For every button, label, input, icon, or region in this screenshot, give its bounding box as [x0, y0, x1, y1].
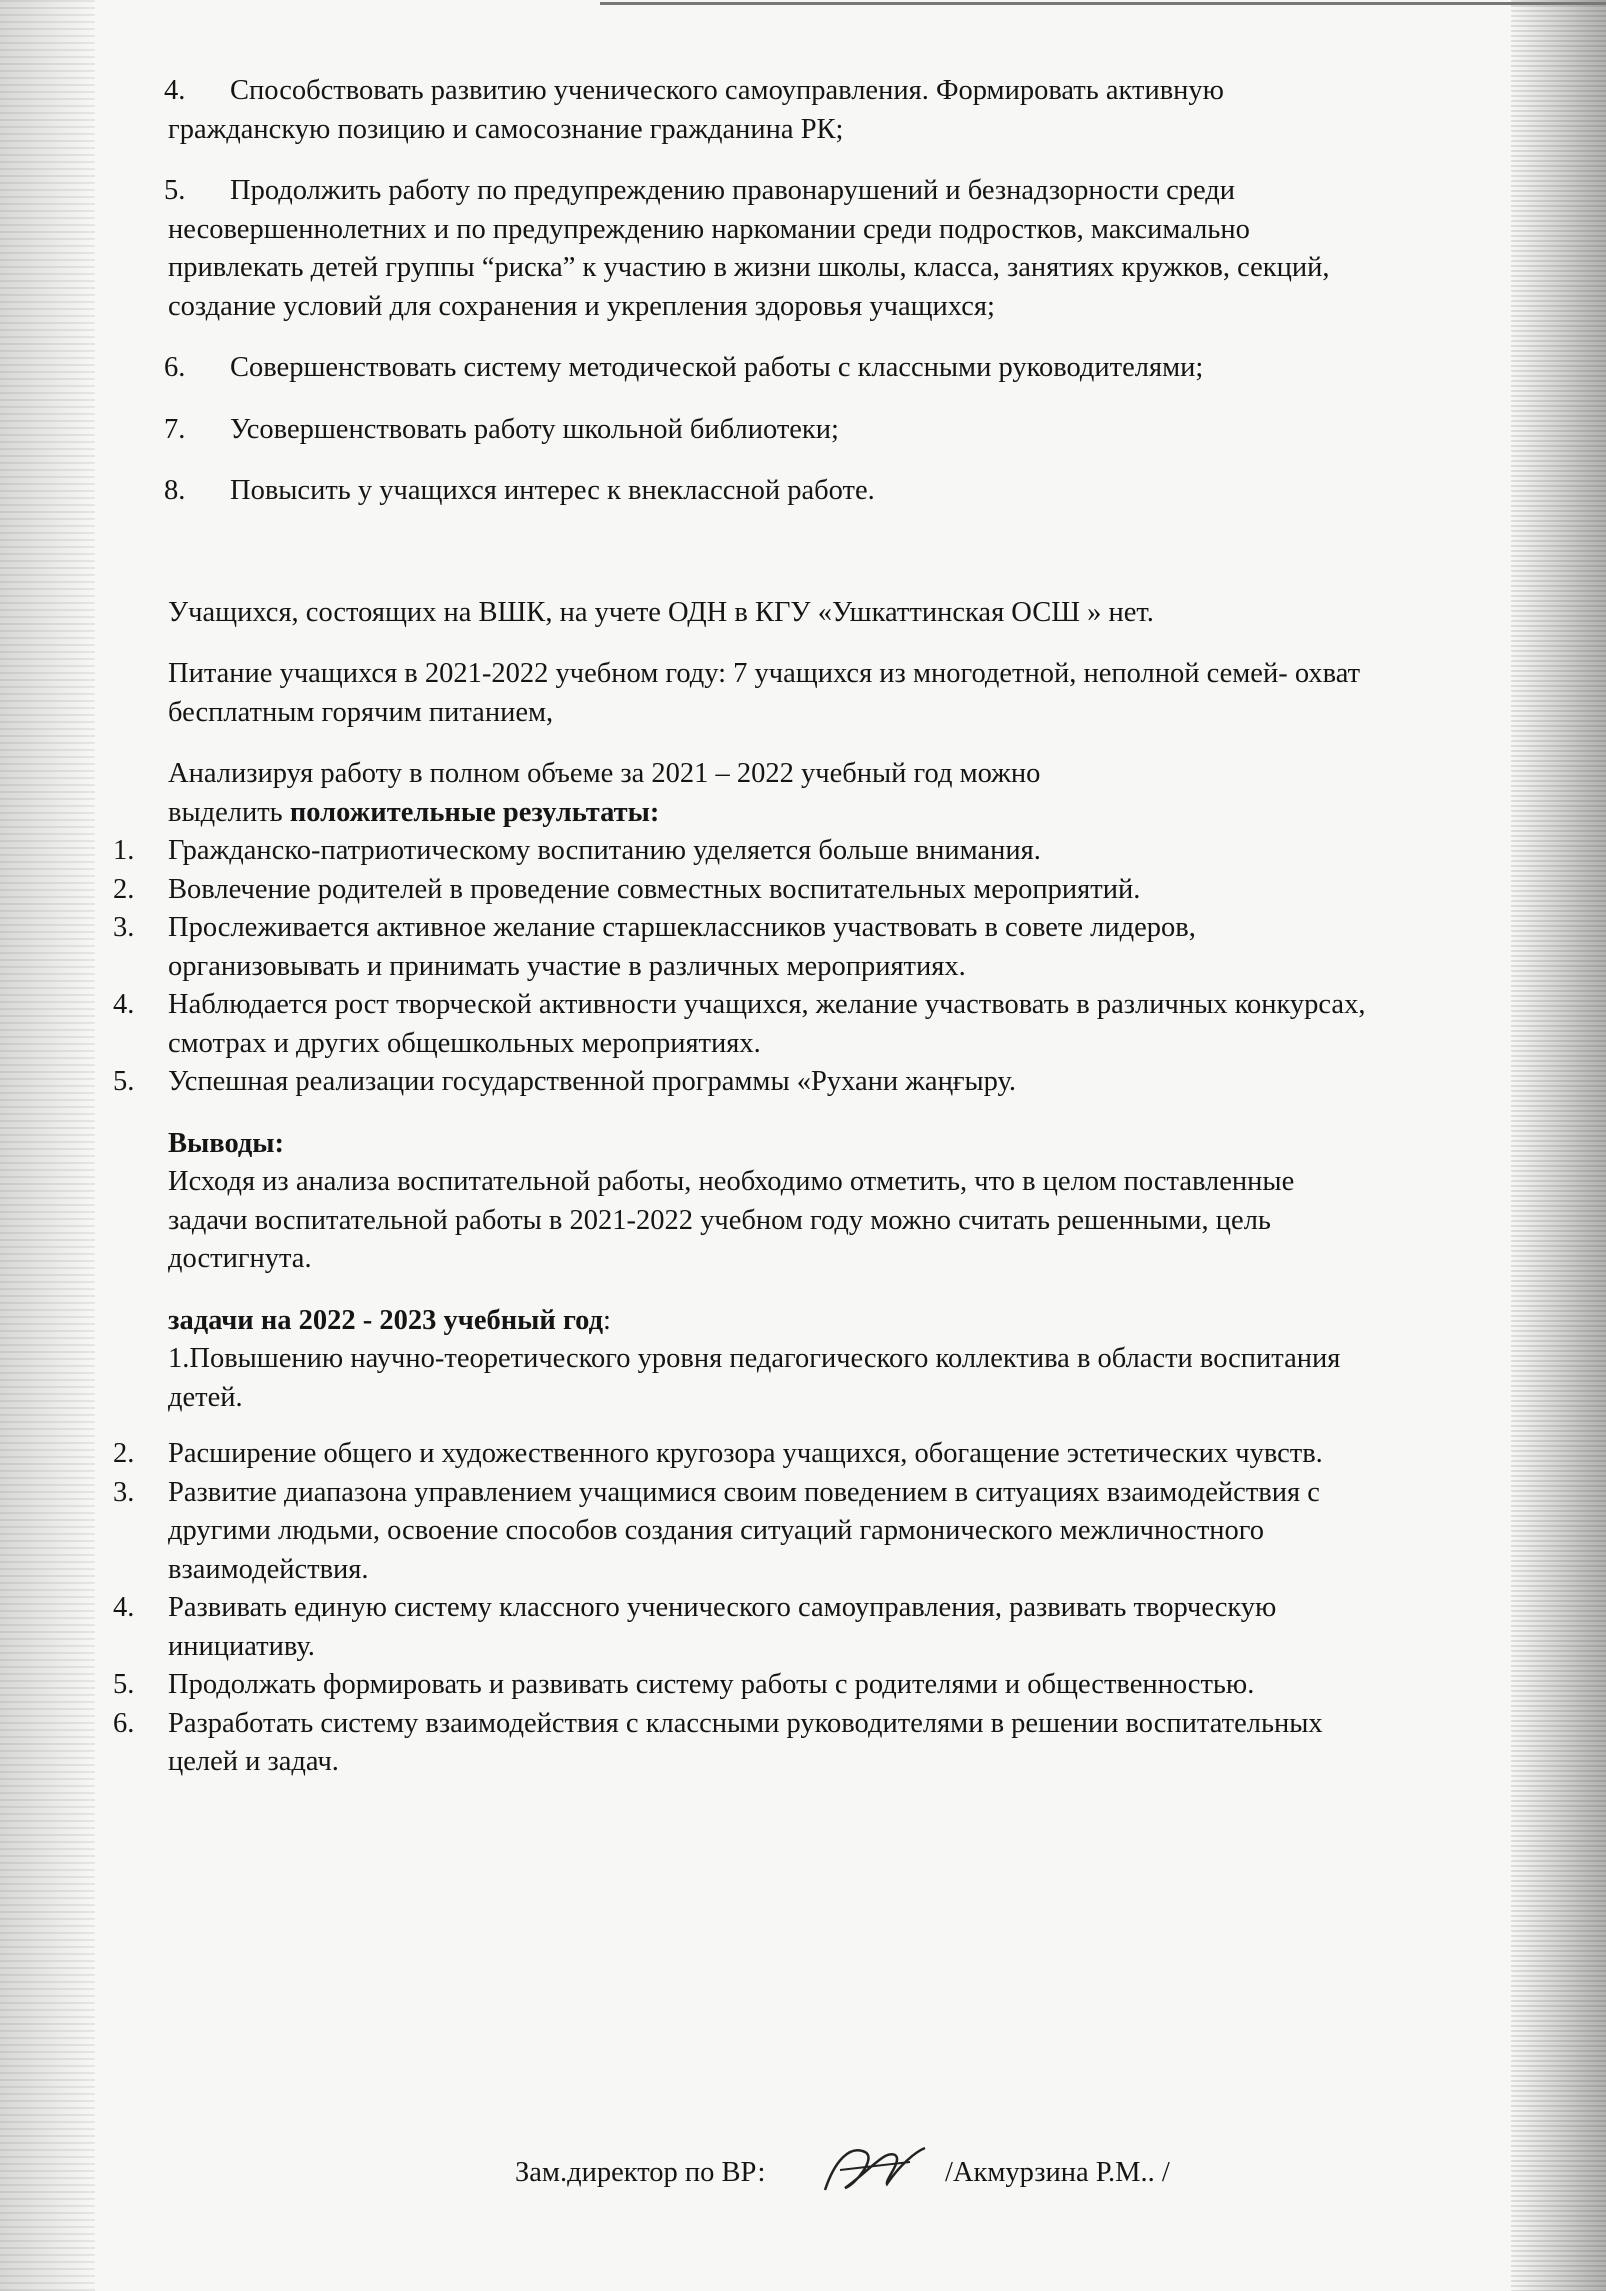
- task-number: 7.: [164, 413, 186, 445]
- tasks-list: [113, 1435, 1568, 1782]
- tasks-heading: задачи на 2022 - 2023 учебный год: [168, 1304, 604, 1336]
- signature-label: Зам.директор по ВР:: [515, 2157, 766, 2188]
- list-number: 1.: [113, 835, 135, 866]
- task-item: 8. Повысить у учащихся интерес к внеклассной работе.: [168, 472, 1568, 511]
- task-number: 4.: [164, 75, 186, 106]
- document-body: [113, 72, 1568, 1782]
- task-number: 6.: [164, 352, 186, 383]
- results-heading: положительные результаты:: [289, 796, 660, 828]
- list-item: 1. Гражданско-патриотическому воспитанию уделяется больше внимания.: [168, 832, 1568, 871]
- results-list: [113, 832, 1568, 1102]
- list-item: 5. Продолжать формировать и развивать систему работы с родителями и общественностью.: [168, 1666, 1568, 1705]
- list-number: 5.: [113, 1066, 135, 1097]
- list-number: 6.: [113, 1707, 135, 1739]
- list-number: 3.: [113, 1476, 135, 1508]
- vshk-statement: Учащихся, состоящих на ВШК, на учете ОДН в КГУ «Ушкаттинская ОСШ » нет.: [168, 596, 1154, 628]
- conclusions-block: Выводы: Исходя из анализа воспитательной работы, необходимо отметить, что в целом поставленные задачи воспитательной работы в 2021-2022 учебном году можно считать решенными, цель достигнута.: [168, 1127, 1295, 1274]
- task-item: 5. Продолжить работу по предупреждению правонарушений и безнадзорности среди несовершеннолетних и по предупреждению наркомании среди подростков, максимально привлекать детей группы “риска” к участию в жизни школы, класса, занятиях кружков, секций, создание условий для сохранения и укрепления здоровья учащихся;: [168, 172, 1568, 326]
- nutrition-statement: Питание учащихся в 2021-2022 учебном году: 7 учащихся из многодетной, неполной семей- охват бесплатным горячим питанием,: [168, 658, 1361, 728]
- list-number: 4.: [113, 1592, 135, 1623]
- list-item: 3. Развитие диапазона управлением учащимися своим поведением в ситуациях взаимодействия с другими людьми, освоение способов создания ситуаций гармонического межличностного взаимодействия.: [168, 1474, 1568, 1590]
- list-item: 4. Развивать единую систему классного ученического самоуправления, развивать творческую инициативу.: [168, 1589, 1568, 1666]
- list-item: 6. Разработать систему взаимодействия с классными руководителями в решении воспитательных целей и задач.: [168, 1705, 1568, 1782]
- list-item: 4. Наблюдается рост творческой активности учащихся, желание участвовать в различных конкурсах, смотрах и других общешкольных мероприятиях.: [168, 986, 1568, 1063]
- list-number: 4.: [113, 989, 135, 1020]
- task-item: 7. Усовершенствовать работу школьной библиотеки;: [168, 411, 1568, 450]
- signature-row: [515, 2140, 1315, 2200]
- scan-edge-left: [0, 0, 95, 2291]
- task-item: 6. Совершенствовать систему методической работы с классными руководителями;: [168, 349, 1568, 388]
- list-number: 2.: [113, 1438, 135, 1469]
- list-item: 2. Вовлечение родителей в проведение совместных воспитательных мероприятий.: [168, 871, 1568, 910]
- task-item: 4. Способствовать развитию ученического самоуправления. Формировать активную гражданскую позицию и самосознание гражданина РК;: [168, 72, 1568, 149]
- scan-edge-top: [600, 2, 1606, 5]
- handwritten-signature: [815, 2140, 935, 2200]
- list-number: 3.: [113, 912, 135, 943]
- list-number: 5.: [113, 1669, 135, 1700]
- list-item: 2. Расширение общего и художественного кругозора учащихся, обогащение эстетических чувств.: [168, 1435, 1568, 1474]
- list-item: 5. Успешная реализации государственной программы «Рухани жаңғыру.: [168, 1063, 1568, 1102]
- conclusions-heading: Выводы:: [168, 1127, 285, 1159]
- analysis-intro: Анализируя работу в полном объеме за 2021 – 2022 учебный год можно выделить положительные результаты:: [168, 758, 1041, 828]
- task-number: 8.: [164, 475, 186, 506]
- signatory-name: /Акмурзина Р.М.. /: [945, 2157, 1170, 2188]
- list-number: 2.: [113, 873, 135, 905]
- list-item: 3. Прослеживается активное желание старшеклассников участвовать в совете лидеров, организовывать и принимать участие в различных мероприятиях.: [168, 909, 1568, 986]
- spacer: [168, 534, 1568, 594]
- tasks-block: задачи на 2022 - 2023 учебный год: 1.Повышению научно-теоретического уровня педагогического коллектива в области воспитания детей.: [168, 1304, 1341, 1413]
- task-number: 5.: [164, 175, 186, 206]
